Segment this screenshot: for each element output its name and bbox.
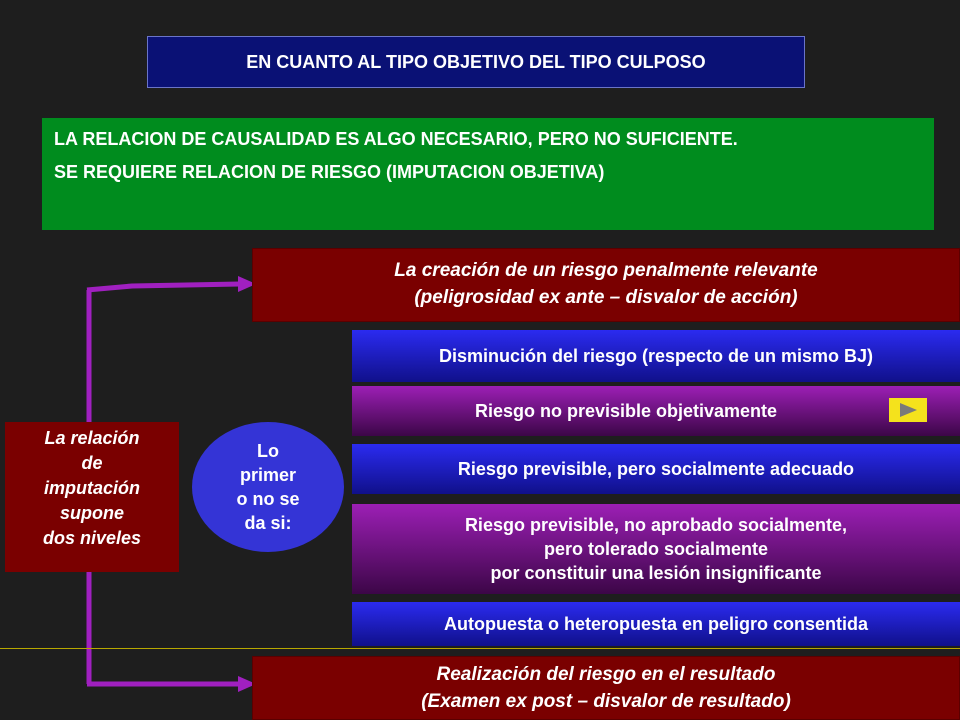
level-one-line-1: La creación de un riesgo penalmente relevante bbox=[394, 260, 818, 281]
option-adequate-risk-text: Riesgo previsible, pero socialmente adecuado bbox=[457, 458, 855, 479]
option-tolerated-risk-line-2: pero tolerado socialmente bbox=[543, 539, 769, 559]
option-tolerated-risk-line-1: Riesgo previsible, no aprobado socialmente, bbox=[464, 515, 848, 535]
play-triangle-icon bbox=[898, 402, 918, 418]
relation-line-1: La relación bbox=[44, 428, 140, 448]
option-tolerated-risk bbox=[352, 504, 960, 594]
oval-line-3: o no se bbox=[236, 489, 300, 509]
condition-oval bbox=[192, 422, 344, 552]
option-consented-danger bbox=[352, 602, 960, 646]
level-two-box bbox=[252, 656, 960, 720]
slide-title-text: EN CUANTO AL TIPO OBJETIVO DEL TIPO CULPOSO bbox=[246, 51, 706, 72]
option-risk-reduction bbox=[352, 330, 960, 382]
relation-line-2: de bbox=[81, 453, 103, 473]
play-button[interactable] bbox=[889, 398, 927, 422]
level-one-box bbox=[252, 248, 960, 322]
relation-line-3: imputación bbox=[43, 478, 140, 498]
option-consented-danger-text: Autopuesta o heteropuesta en peligro consentida bbox=[443, 613, 869, 634]
divider-line bbox=[0, 648, 960, 649]
oval-line-2: primer bbox=[239, 465, 296, 485]
option-tolerated-risk-line-3: por constituir una lesión insignificante bbox=[490, 563, 822, 583]
option-risk-reduction-text: Disminución del riesgo (respecto de un mismo BJ) bbox=[438, 345, 874, 366]
option-unforeseeable-risk bbox=[352, 386, 960, 436]
relation-box bbox=[5, 422, 179, 572]
relation-line-5: dos niveles bbox=[42, 528, 142, 548]
option-adequate-risk bbox=[352, 444, 960, 494]
intro-line-1: LA RELACION DE CAUSALIDAD ES ALGO NECESARIO, PERO NO SUFICIENTE. bbox=[54, 129, 738, 149]
relation-line-4: supone bbox=[59, 503, 124, 523]
level-two-line-1: Realización del riesgo en el resultado bbox=[436, 664, 776, 685]
oval-line-4: da si: bbox=[244, 513, 292, 533]
oval-line-1: Lo bbox=[256, 441, 279, 461]
intro-line-2: SE REQUIERE RELACION DE RIESGO (IMPUTACION OBJETIVA) bbox=[54, 162, 605, 182]
connector-arrow-top-shaft bbox=[87, 284, 240, 290]
option-unforeseeable-risk-text: Riesgo no previsible objetivamente bbox=[474, 400, 778, 421]
level-two-line-2: (Examen ex post – disvalor de resultado) bbox=[421, 691, 791, 712]
level-one-line-2: (peligrosidad ex ante – disvalor de acción) bbox=[414, 287, 798, 308]
